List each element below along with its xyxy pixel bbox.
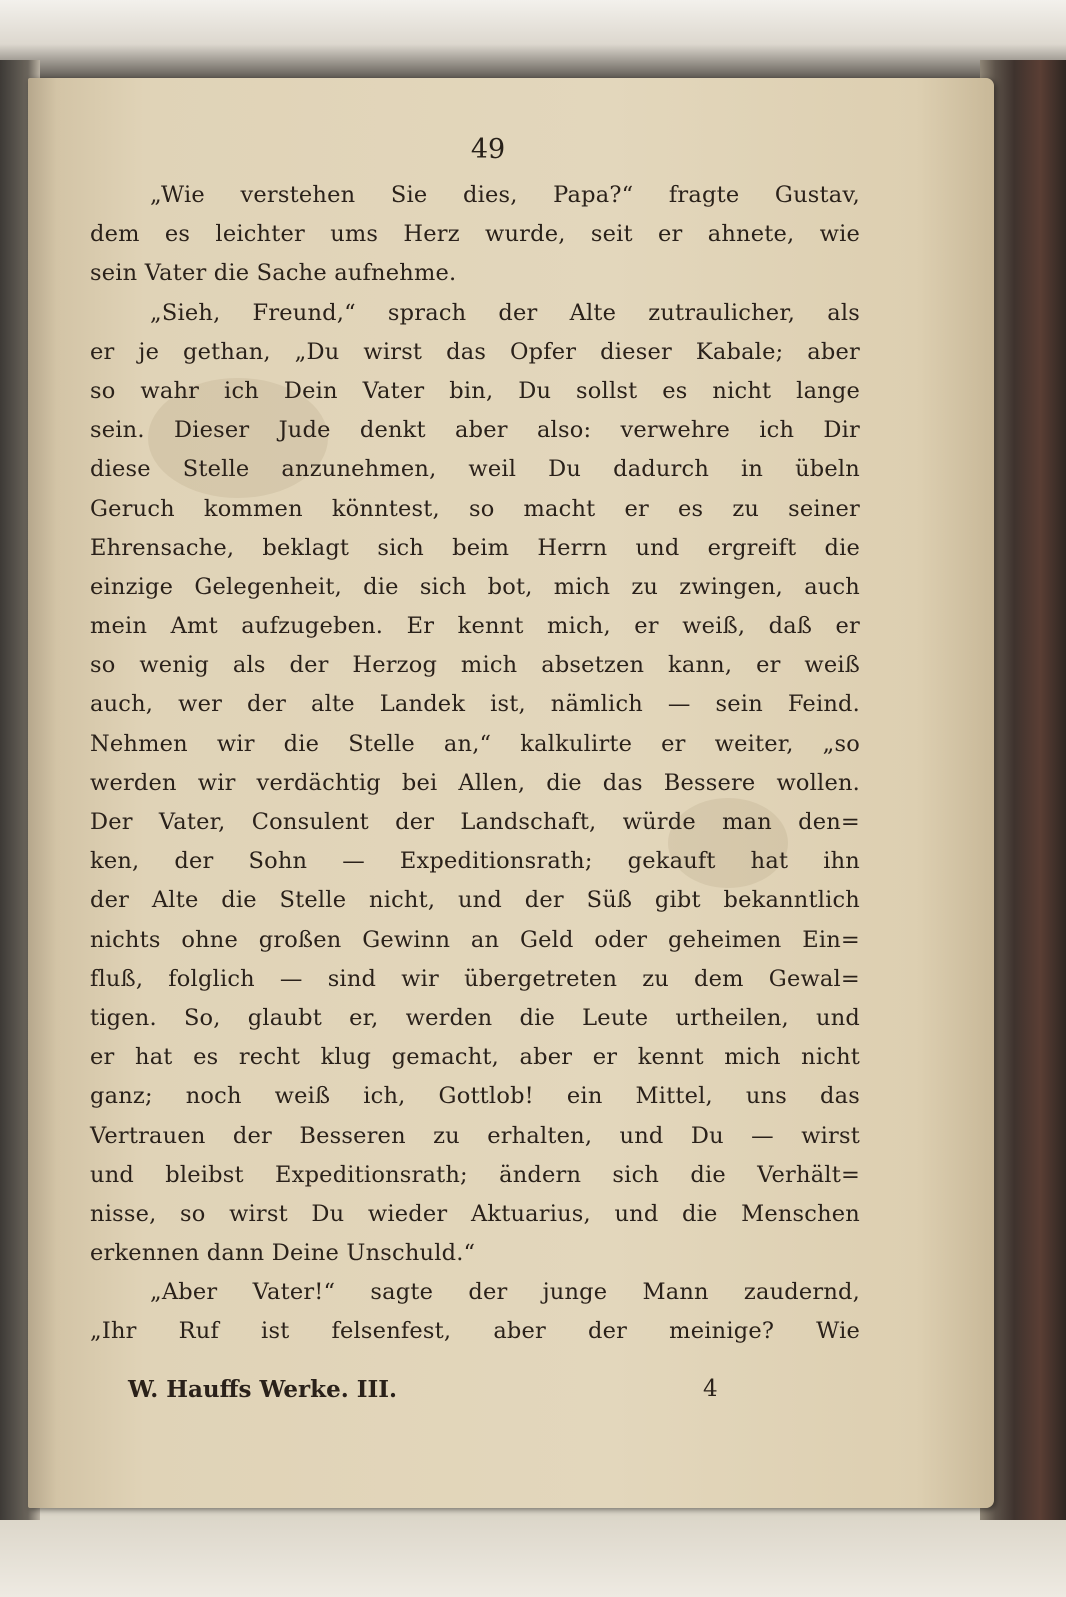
text-line: Der Vater, Consulent der Landschaft, würde man den= — [90, 809, 860, 835]
text-line: auch, wer der alte Landek ist, nämlich — sein Feind. — [90, 691, 860, 718]
scan-background-top — [0, 0, 1066, 80]
text-line: werden wir verdächtig bei Allen, die das Bessere wollen. — [90, 769, 860, 796]
text-line: und bleibst Expeditionsrath; ändern sich die Verhält= — [90, 1161, 860, 1188]
page-footer — [128, 1376, 728, 1412]
text-line: Vertrauen der Besseren zu erhalten, und Du — wirst — [90, 1122, 860, 1149]
text-line: nichts ohne großen Gewinn an Geld oder geheimen Ein= — [90, 926, 860, 953]
text-line: „Wie verstehen Sie dies, Papa?“ fragte Gustav, — [150, 182, 860, 208]
text-line: dem es leichter ums Herz wurde, seit er ahnete, wie — [90, 221, 860, 248]
text-line: fluß, folglich — sind wir übergetreten zu dem Gewal= — [90, 965, 860, 992]
body-text — [90, 176, 860, 1352]
text-line: so wahr ich Dein Vater bin, Du sollst es nicht lange — [90, 377, 860, 404]
text-line: sein. Dieser Jude denkt aber also: verwehre ich Dir — [90, 417, 860, 444]
text-line: „Aber Vater!“ sagte der junge Mann zaudernd, — [150, 1279, 860, 1306]
text-line: ganz; noch weiß ich, Gottlob! ein Mittel, uns das — [90, 1083, 860, 1110]
text-line: „Ihr Ruf ist felsenfest, aber der meinige? Wie — [90, 1318, 860, 1345]
text-line: erkennen dann Deine Unschuld.“ — [90, 1240, 476, 1267]
text-line: mein Amt aufzugeben. Er kennt mich, er weiß, daß er — [90, 613, 860, 640]
text-line: so wenig als der Herzog mich absetzen kann, er weiß — [90, 652, 860, 679]
text-line: „Sieh, Freund,“ sprach der Alte zutraulicher, als — [150, 299, 860, 326]
text-line: Ehrensache, beklagt sich beim Herrn und ergreift die — [90, 534, 860, 561]
text-line: nisse, so wirst Du wieder Aktuarius, und die Menschen — [90, 1200, 860, 1227]
text-line: diese Stelle anzunehmen, weil Du dadurch in übeln — [90, 456, 860, 483]
text-line: sein Vater die Sache aufnehme. — [90, 260, 457, 287]
text-line: Geruch kommen könntest, so macht er es zu seiner — [90, 495, 860, 522]
text-line: der Alte die Stelle nicht, und der Süß gibt bekanntlich — [90, 887, 860, 914]
text-line: Nehmen wir die Stelle an,“ kalkulirte er weiter, „so — [90, 730, 860, 757]
text-line: er je gethan, „Du wirst das Opfer dieser Kabale; aber — [90, 338, 860, 365]
sheet-number: 4 — [703, 1376, 718, 1402]
footer-signature: W. Hauffs Werke. III. — [128, 1376, 398, 1403]
text-line: ken, der Sohn — Expeditionsrath; gekauft hat ihn — [90, 848, 860, 875]
text-line: einzige Gelegenheit, die sich bot, mich zu zwingen, auch — [90, 573, 860, 600]
book-page — [28, 78, 994, 1508]
scan-background-bottom — [0, 1500, 1066, 1597]
text-line: tigen. So, glaubt er, werden die Leute urtheilen, und — [90, 1004, 860, 1031]
text-line: er hat es recht klug gemacht, aber er kennt mich nicht — [90, 1044, 860, 1071]
page-number: 49 — [470, 134, 506, 165]
